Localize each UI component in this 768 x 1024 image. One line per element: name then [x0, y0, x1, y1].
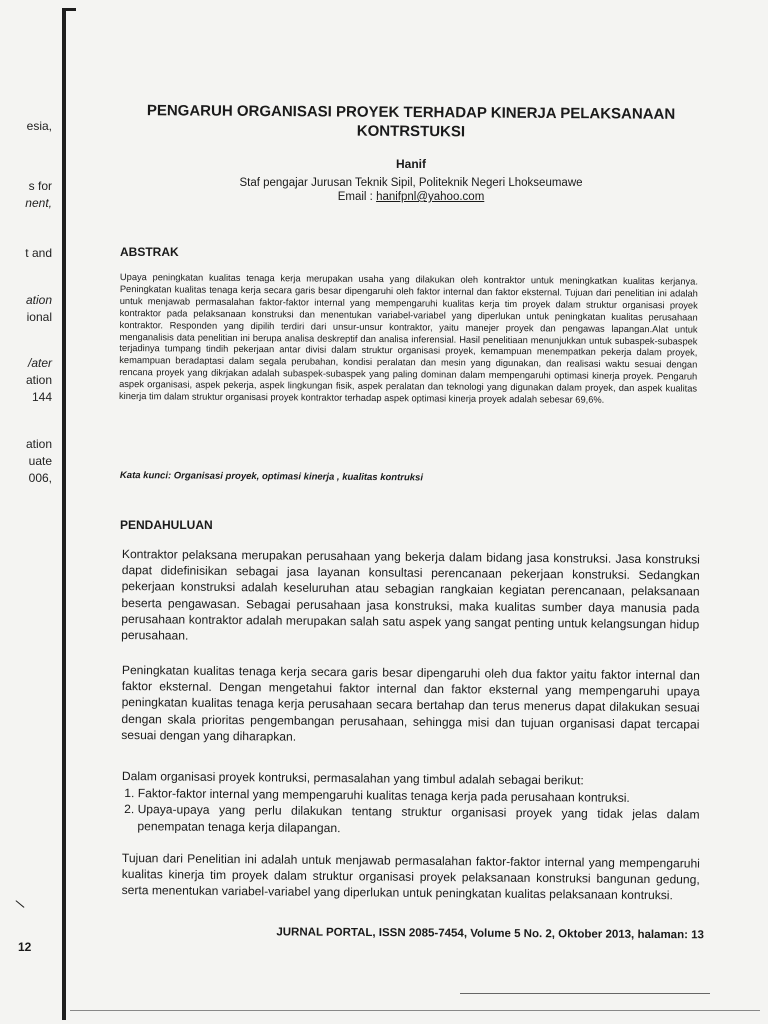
- adjacent-page-number: 12: [18, 940, 32, 954]
- introduction-heading: PENDAHULUAN: [120, 518, 213, 532]
- adjacent-page-text-6: ation uate 006,: [25, 437, 52, 485]
- author-email-line: [118, 191, 704, 203]
- binding-corner: [62, 8, 76, 11]
- margin-mark: \: [13, 896, 27, 912]
- keywords: Kata kunci: Organisasi proyek, optimasi kinerja , kualitas kontruksi: [119, 470, 424, 484]
- footer-rule: [460, 993, 710, 994]
- intro-paragraph-1: Kontraktor pelaksana merupakan perusahaan yang bekerja dalam bidang jasa konstruksi. Jasa konstruksi dapat didefinisikan sebagai jasa layanan konsultasi perencanaan pekerjaan konstruksi. Sedangkan pekerjaan konstruksi adalah keseluruhan atau sebagian rangkaian kegiatan perencanaan, pelaksanaan beserta pengawasan. Sebagai perusahaan jasa konstruksi, maka kualitas sumber daya manusia pada perusahaan kontraktor adalah merupakan salah satu aspek yang sangat penting untuk kelangsungan hidup perusahaan.: [121, 546, 700, 643]
- author-name: Hanif: [396, 157, 426, 171]
- list-item: 2. Upaya-upaya yang perlu dilakukan tentang struktur organisasi proyek yang tidak jelas dalam penempatan tenaga kerja dilapangan.: [137, 802, 699, 840]
- abstract-text: Upaya peningkatan kualitas tenaga kerja merupakan usaha yang dilakukan oleh kontraktor untuk meningkatkan kualitas kerjanya. Peningkatan kualitas tenaga kerja secara garis besar dipengaruhi oleh faktor internal dan faktor eksternal. Tujuan dari penelitian ini adalah untuk menjawab permasalahan faktor-faktor internal yang mempengaruhi kualitas kerja tim proyek dalam struktur organisasi proyek kontraktor pada pelaksanaan konstruksi dan menentukan variabel-variabel yang diperlukan untuk peningkatan kualitas perusahaan kontraktor. Responden yang dipilih terdiri dari unsur-unsur kontraktor, yaitu manejer proyek dan pengawas lapangan.Alat untuk menganalisis data penelitian ini berupa analisa deskreptif dan analisa inferensial. Hasil penelitiaan menunjukkan untuk subaspek-subaspek terjadinya tumpang tindih pekerjaan antar divisi dalam struktur organisasi proyek, kemampuan menempatkan pekerja dalam proyek, kemampuan beradaptasi dalam segala perubahan, kondisi peralatan dan mesin yang digunakan, dan realisasi waktu sesuai dengan rencana proyek yang dikrjakan adalah subaspek-subaspek yang paling dominan dalam mempengaruhi optimasi kinerja proyek. Pengaruh aspek organisasi, aspek pekerja, aspek lingkungan fisik, aspek peralatan dan teknologi yang digunakan dalam proyek, dan aspek kualitas kinerja tim dalam struktur organisasi proyek kontraktor terhadap aspek optimasi kinerja proyek adalah sebesar 69,6%.: [118, 272, 698, 405]
- intro-paragraph-3: [121, 768, 700, 839]
- abstract-heading: ABSTRAK: [120, 245, 179, 259]
- paper-title: PENGARUH ORGANISASI PROYEK TERHADAP KINERJA PELAKSANAAN KONTRSTUKSI: [146, 102, 676, 141]
- page-binding-edge: [62, 8, 66, 1020]
- adjacent-page-text-5: /ater ation 144: [25, 356, 52, 404]
- problem-list-intro: Dalam organisasi proyek kontruksi, permasalahan yang timbul adalah sebagai berikut:: [121, 768, 584, 788]
- problem-list: [121, 785, 699, 839]
- page-bottom-rule: [70, 1010, 760, 1011]
- email-label: Email :: [337, 191, 373, 203]
- email-link[interactable]: hanifpnl@yahoo.com: [376, 191, 485, 203]
- author-affiliation: Staf pengajar Jurusan Teknik Sipil, Politeknik Negeri Lhokseumawe: [239, 177, 583, 189]
- adjacent-page-text-1: esia,: [26, 119, 52, 133]
- adjacent-page-text-3: t and: [25, 246, 52, 260]
- intro-paragraph-2: Peningkatan kualitas tenaga kerja secara garis besar dipengaruhi oleh dua faktor yaitu faktor internal dan faktor eksternal. Dengan mengetahui faktor internal dan faktor eksternal yang mempengaruhi upaya peningkatan kualitas tenaga kerja perusahaan secara bertahap dan terus menerus dapat dilakukan sesuai dengan skala prioritas pengembangan perusahaan, sehingga misi dan tujuan organisasi dapat tercapai sesuai dengan yang diharapkan.: [121, 662, 700, 744]
- adjacent-page-text-4: ation ional: [25, 293, 52, 324]
- list-item: 1. Faktor-faktor internal yang mempengaruhi kualitas tenaga kerja pada perusahaan kontruksi.: [138, 785, 700, 807]
- intro-paragraph-4: Tujuan dari Penelitian ini adalah untuk menjawab permasalahan faktor-faktor internal yang mempengaruhi kualitas kinerja tim proyek dalam struktur organisasi proyek pelaksanaan konstruksi bangunan gedung, serta menentukan variabel-variabel yang diperlukan untuk peningkatan kualitas pelaksanaan kontruksi.: [121, 850, 700, 903]
- adjacent-page-text-2: s for nent,: [25, 179, 52, 210]
- journal-footer: JURNAL PORTAL, ISSN 2085-7454, Volume 5 No. 2, Oktober 2013, halaman: 13: [276, 926, 704, 942]
